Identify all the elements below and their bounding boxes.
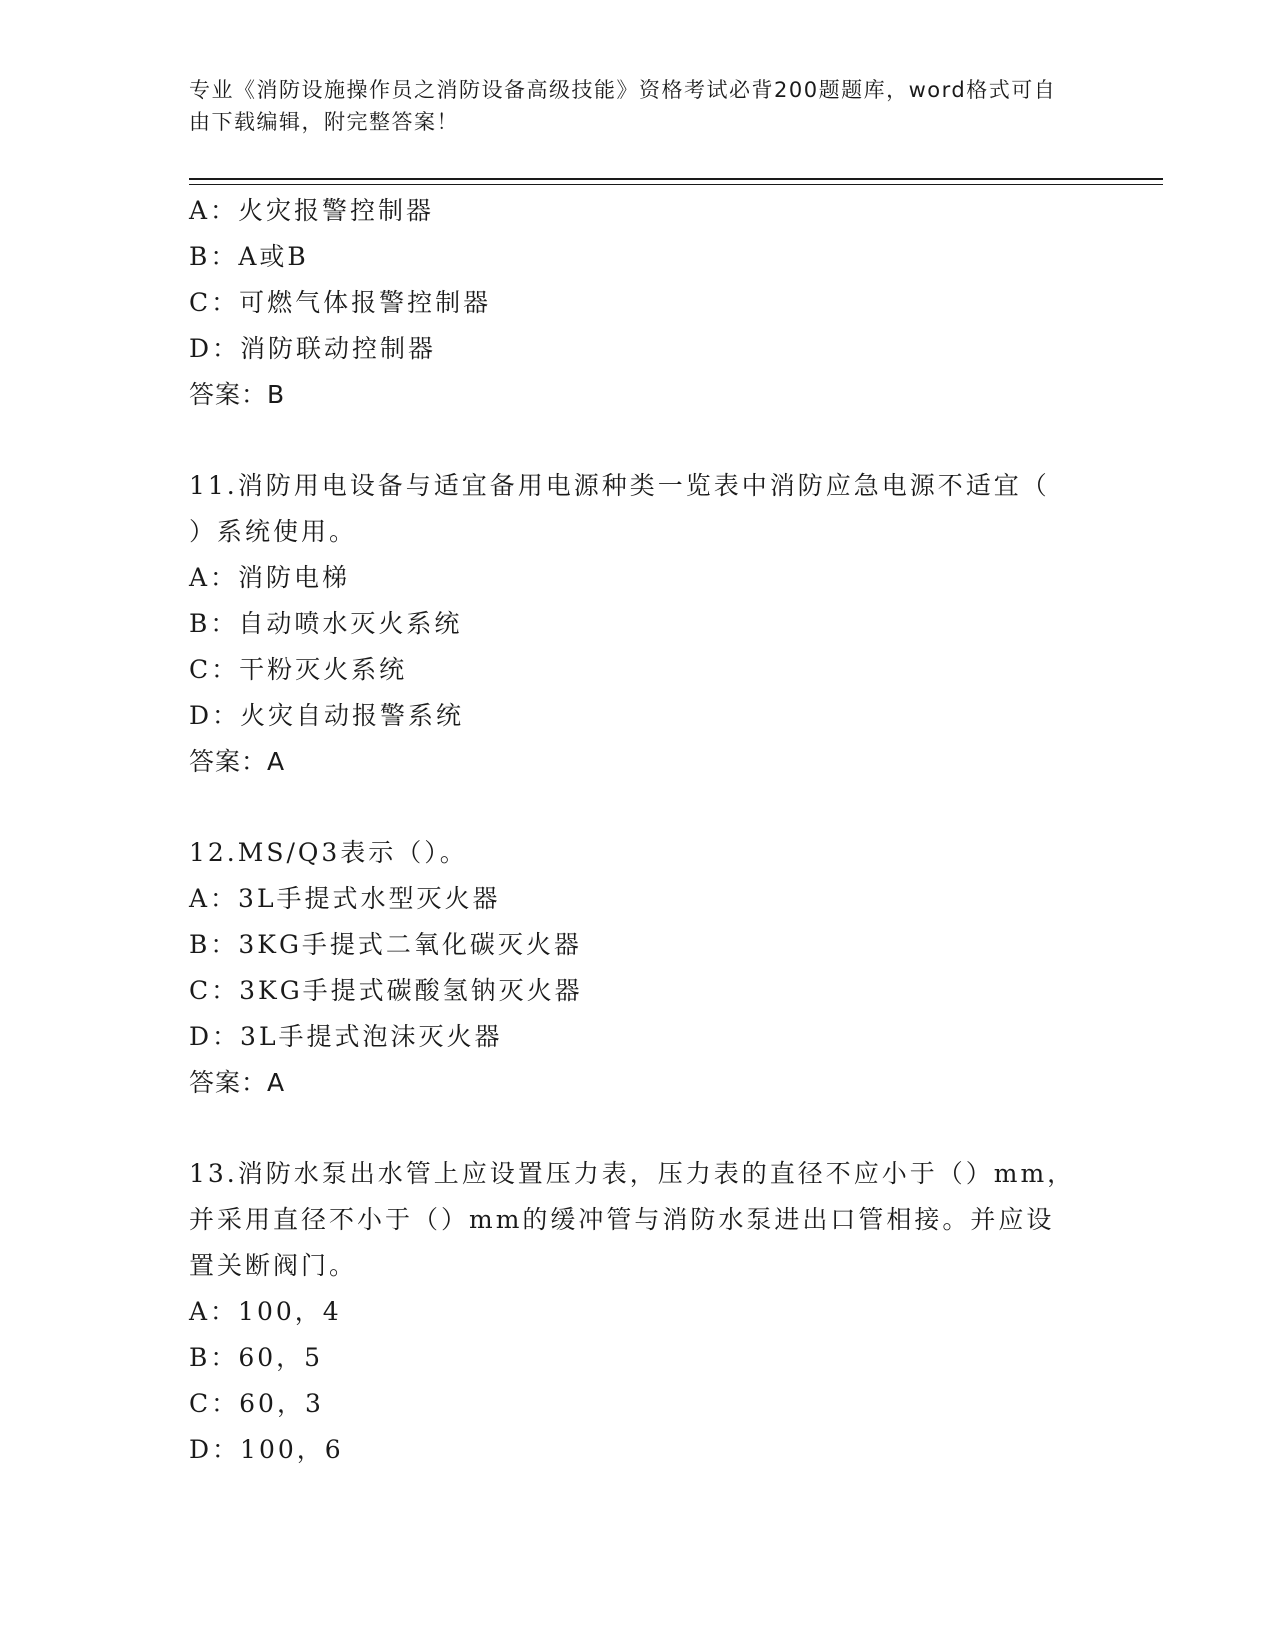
option-c: C：干粉灭火系统: [189, 655, 408, 684]
question-12: [189, 830, 1079, 1106]
option-d: D：3L手提式泡沫灭火器: [189, 1022, 503, 1051]
question-stem-continued: 置关断阀门。: [189, 1251, 358, 1280]
option-c: C：3KG手提式碳酸氢钠灭火器: [189, 976, 583, 1005]
option-a: A：3L手提式水型灭火器: [189, 884, 501, 913]
option-b: B：A或B: [189, 242, 309, 271]
spacer: [189, 1106, 1079, 1151]
question-stem: 12.MS/Q3表示（）。: [189, 838, 468, 867]
spacer: [189, 785, 1079, 830]
option-c: C：60，3: [189, 1389, 324, 1418]
question-stem: 13.消防水泵出水管上应设置压力表，压力表的直径不应小于（）mm，: [189, 1159, 1076, 1188]
option-b: B：60，5: [189, 1343, 324, 1372]
header-divider-thin: [189, 184, 1163, 185]
question-stem-continued: ）系统使用。: [189, 517, 358, 546]
option-a: A：100，4: [189, 1297, 342, 1326]
option-b: B：自动喷水灭火系统: [189, 609, 463, 638]
question-stem: 11.消防用电设备与适宜备用电源种类一览表中消防应急电源不适宜（: [189, 471, 1050, 500]
option-c: C：可燃气体报警控制器: [189, 288, 492, 317]
option-a: A：火灾报警控制器: [189, 196, 435, 225]
option-d: D：100，6: [189, 1435, 344, 1464]
question-list: [189, 188, 1079, 1473]
answer: 答案：A: [189, 747, 286, 776]
answer: 答案：B: [189, 380, 286, 409]
question-stem-continued: 并采用直径不小于（）mm的缓冲管与消防水泵进出口管相接。并应设: [189, 1205, 1055, 1234]
question-13: [189, 1151, 1079, 1473]
question-11: [189, 463, 1079, 785]
option-d: D：消防联动控制器: [189, 334, 437, 363]
spacer: [189, 418, 1079, 463]
document-header: 专业《消防设施操作员之消防设备高级技能》资格考试必背200题题库，word格式可自由下载编辑，附完整答案！: [189, 78, 1057, 134]
answer: 答案：A: [189, 1068, 286, 1097]
question-10: [189, 188, 1079, 418]
option-a: A：消防电梯: [189, 563, 351, 592]
option-b: B：3KG手提式二氧化碳灭火器: [189, 930, 582, 959]
option-d: D：火灾自动报警系统: [189, 701, 465, 730]
header-divider-thick: [189, 178, 1163, 180]
